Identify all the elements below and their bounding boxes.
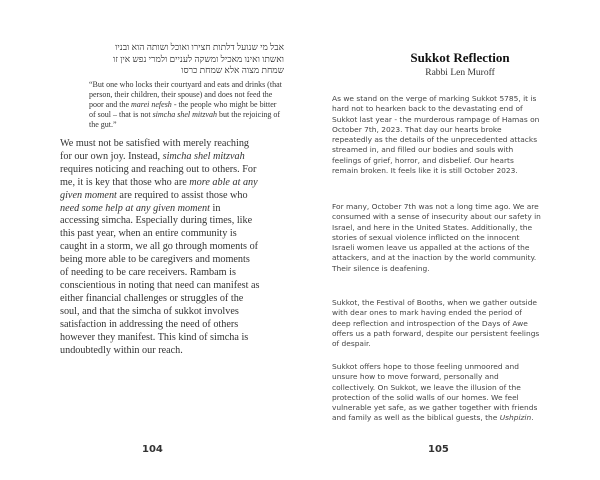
body-italic: more able at any given moment (60, 176, 258, 201)
hebrew-line: שמחת מצוה אלא שמחת כרסו (181, 65, 284, 75)
body-text: We must not be satisfied with merely reaching for our own joy. Instead, (60, 138, 250, 162)
paragraph-text: Sukkot offers hope to those feeling unmoored and unsure how to move forward, personally and collectively. On Sukkot, we leave the illusion of the protection of the solid walls of our homes. We feel vulnerable yet safe, as we gather together with friends and family as well as the biblical guests, the (332, 362, 538, 423)
quote-italic-term: marei nefesh (131, 100, 172, 109)
quote-text: “But one who locks their courtyard and eats and drinks (that person, their children, their spouse) and does not feed the poor and the (89, 80, 282, 109)
body-text: are required to assist those who (116, 189, 248, 201)
ushpizin-term: Ushpizin (499, 413, 532, 423)
left-body-paragraph (60, 138, 260, 357)
reflection-paragraph: As we stand on the verge of marking Sukkot 5785, it is hard not to hearken back to the devastating end of Sukkot last year - the murderous rampage of Hamas on October 7th, 2023. That day our hearts broke repeatedly as the details of the unprecedented attacks streamed in, and filled our bodies and souls with feelings of grief, horror, and disbelief. Our hearts remain broken. It feels like it is still October 2023. (332, 94, 540, 176)
hebrew-line: אבל מי שנועל דלתות חצירו ואוכל ושותה הוא ובניו (115, 42, 284, 52)
reflection-paragraph: For many, October 7th was not a long time ago. We are consumed with a sense of insecurity about our safety in Israel, and here in the United States. Additionally, the stories of sexual violence inflicted on the innocent Israeli women leave us appalled at the actions of the attackers, and at the inaction by the world community. Their silence is deafening. (332, 202, 541, 273)
quote-text: - the people who might be bitter of soul – that is not (89, 100, 277, 119)
reflection-paragraph: Sukkot, the Festival of Booths, when we gather outside with dear ones to mark having ended the period of deep reflection and introspection of the Days of Awe offers us a path forward, despite our persistent feelings of despair. (332, 298, 540, 349)
page-number-left: 104 (142, 444, 163, 455)
english-translation-quote (89, 80, 285, 130)
hebrew-line: ואשתו ואינו מאכיל ומשקה לעניים ולמרי נפש אין זו (113, 53, 284, 64)
body-text: in accessing simcha. Especially during times, like this past year, when an entire community is caught in a storm, we all go through moments of being more able to be caregivers and moments of needing to be care receivers. Rambam is conscientious in noting that need can manifest as either financial challenges or struggles of the soul, and that the simcha of sukkot involves satisfaction in addressing the need of others however they manifest. This kind of simcha is undoubtedly within our reach. (60, 202, 260, 356)
hebrew-quote (88, 42, 284, 77)
page-number-right: 105 (428, 444, 449, 455)
body-italic: simcha shel mitzvah (162, 150, 245, 162)
author-name: Rabbi Len Muroff (425, 68, 495, 78)
page-title: Sukkot Reflection (410, 50, 510, 65)
body-italic: need some help at any given moment (60, 202, 210, 214)
quote-italic-term: simcha shel mitzvah (152, 110, 217, 119)
body-text: requires noticing and reaching out to others. For me, it is key that those who are (60, 163, 257, 188)
quote-text: but the rejoicing of the gut.” (89, 110, 281, 129)
reflection-paragraph-last (332, 362, 542, 424)
paragraph-end: . (531, 413, 534, 423)
